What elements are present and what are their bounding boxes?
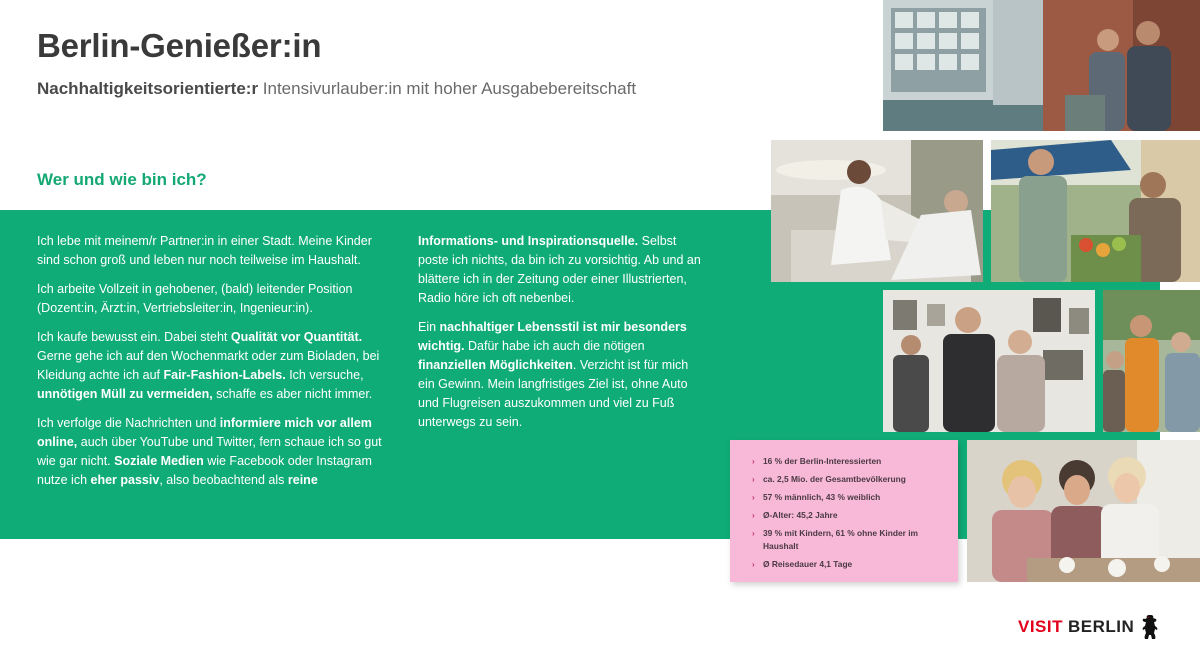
chevron-right-icon: › <box>752 560 755 569</box>
stats-item <box>752 509 948 522</box>
emphasis: Soziale Medien <box>114 454 204 468</box>
stats-item <box>752 455 948 468</box>
emphasis: finanziellen Möglichkeiten <box>418 358 573 372</box>
text-run: Gerne gehe ich auf den Wochenmarkt oder zum Bioladen, bei Kleidung achte ich auf <box>37 349 380 382</box>
stats-text: ca. 2,5 Mio. der Gesamtbevölkerung <box>763 474 906 484</box>
paragraph <box>418 232 703 308</box>
subtitle-bold: Nachhaltigkeitsorientierte:r <box>37 79 259 98</box>
logo-visit-text: VISIT <box>1018 617 1064 636</box>
stats-box <box>730 440 958 582</box>
stats-list <box>730 440 958 571</box>
stats-text: 16 % der Berlin-Interessierten <box>763 456 882 466</box>
photo-gallery-visit <box>883 290 1095 432</box>
paragraph <box>418 318 703 432</box>
emphasis: nachhaltiger Lebensstil ist mir besonders wichtig. <box>418 320 687 353</box>
chevron-right-icon: › <box>752 511 755 520</box>
stats-item <box>752 527 948 553</box>
photo-street-group <box>1103 290 1200 432</box>
paragraph: Ich lebe mit meinem/r Partner:in in einer Stadt. Meine Kinder sind schon groß und leben nur noch teilweise im Haushalt. <box>37 234 372 267</box>
text-run: Ich versuche, <box>285 368 364 382</box>
stats-item <box>752 491 948 504</box>
photo-relaxing-woman <box>771 140 983 282</box>
text-run: Ich verfolge die Nachrichten und <box>37 416 220 430</box>
emphasis: Informations- und Inspirationsquelle. <box>418 234 639 248</box>
text-run: Ich kaufe bewusst ein. Dabei steht <box>37 330 231 344</box>
emphasis: unnötigen Müll zu vermeiden, <box>37 387 213 401</box>
paragraph <box>37 328 397 404</box>
page-title: Berlin-Genießer:in <box>37 27 322 64</box>
text-run: wie Facebook oder Instagram nutze ich <box>37 454 372 487</box>
berlin-bear-icon <box>1140 614 1160 640</box>
text-run: Selbst poste ich nichts, da bin ich zu vorsichtig. Ab und an blättere ich in der Zeitung oder einer Illustrierten, Radio höre ich oft nebenbei. <box>418 234 701 305</box>
page-subtitle <box>37 79 636 99</box>
text-run: , also beobachtend als <box>159 473 288 487</box>
photo-friends-cafe <box>967 440 1200 582</box>
text-column-1 <box>37 232 397 500</box>
logo-berlin-text: BERLIN <box>1068 617 1135 636</box>
stats-text: 39 % mit Kindern, 61 % ohne Kinder im Haushalt <box>763 528 918 551</box>
stats-text: 57 % männlich, 43 % weiblich <box>763 492 881 502</box>
paragraph <box>37 414 397 490</box>
chevron-right-icon: › <box>752 529 755 538</box>
emphasis: Fair-Fashion-Labels. <box>163 368 286 382</box>
stats-item <box>752 473 948 486</box>
text-run: Ein <box>418 320 440 334</box>
emphasis: reine <box>287 473 318 487</box>
visit-berlin-logo <box>1018 614 1160 640</box>
chevron-right-icon: › <box>752 475 755 484</box>
chevron-right-icon: › <box>752 457 755 466</box>
text-run: auch über YouTube und Twitter, fern schaue ich so gut wie gar nicht. <box>37 435 382 468</box>
text-run: Dafür habe ich auch die nötigen <box>464 339 645 353</box>
paragraph: Ich arbeite Vollzeit in gehobener, (bald) leitender Position (Dozent:in, Ärzt:in, Vertriebsleiter:in, Ingenieur:in). <box>37 282 353 315</box>
text-column-2 <box>418 232 703 442</box>
chevron-right-icon: › <box>752 493 755 502</box>
text-run: . Verzicht ist für mich ein Gewinn. Mein langfristiges Ziel ist, ohne Auto und Flugreisen auszukommen und viel zu Fuß unterwegs zu sein. <box>418 358 689 429</box>
stats-text: Ø Reisedauer 4,1 Tage <box>763 559 853 569</box>
emphasis: Qualität vor Quantität. <box>230 330 363 344</box>
stats-text: Ø-Alter: 45,2 Jahre <box>763 510 838 520</box>
section-heading: Wer und wie bin ich? <box>37 170 207 189</box>
emphasis: informiere mich vor allem online, <box>37 416 372 449</box>
text-run: schaffe es aber nicht immer. <box>212 387 373 401</box>
emphasis: eher passiv <box>90 473 160 487</box>
photo-berlin-river-scene <box>883 0 1200 131</box>
subtitle-rest: Intensivurlauber:in mit hoher Ausgabebereitschaft <box>258 79 637 98</box>
photo-market-couple <box>991 140 1200 282</box>
stats-item <box>752 558 948 571</box>
